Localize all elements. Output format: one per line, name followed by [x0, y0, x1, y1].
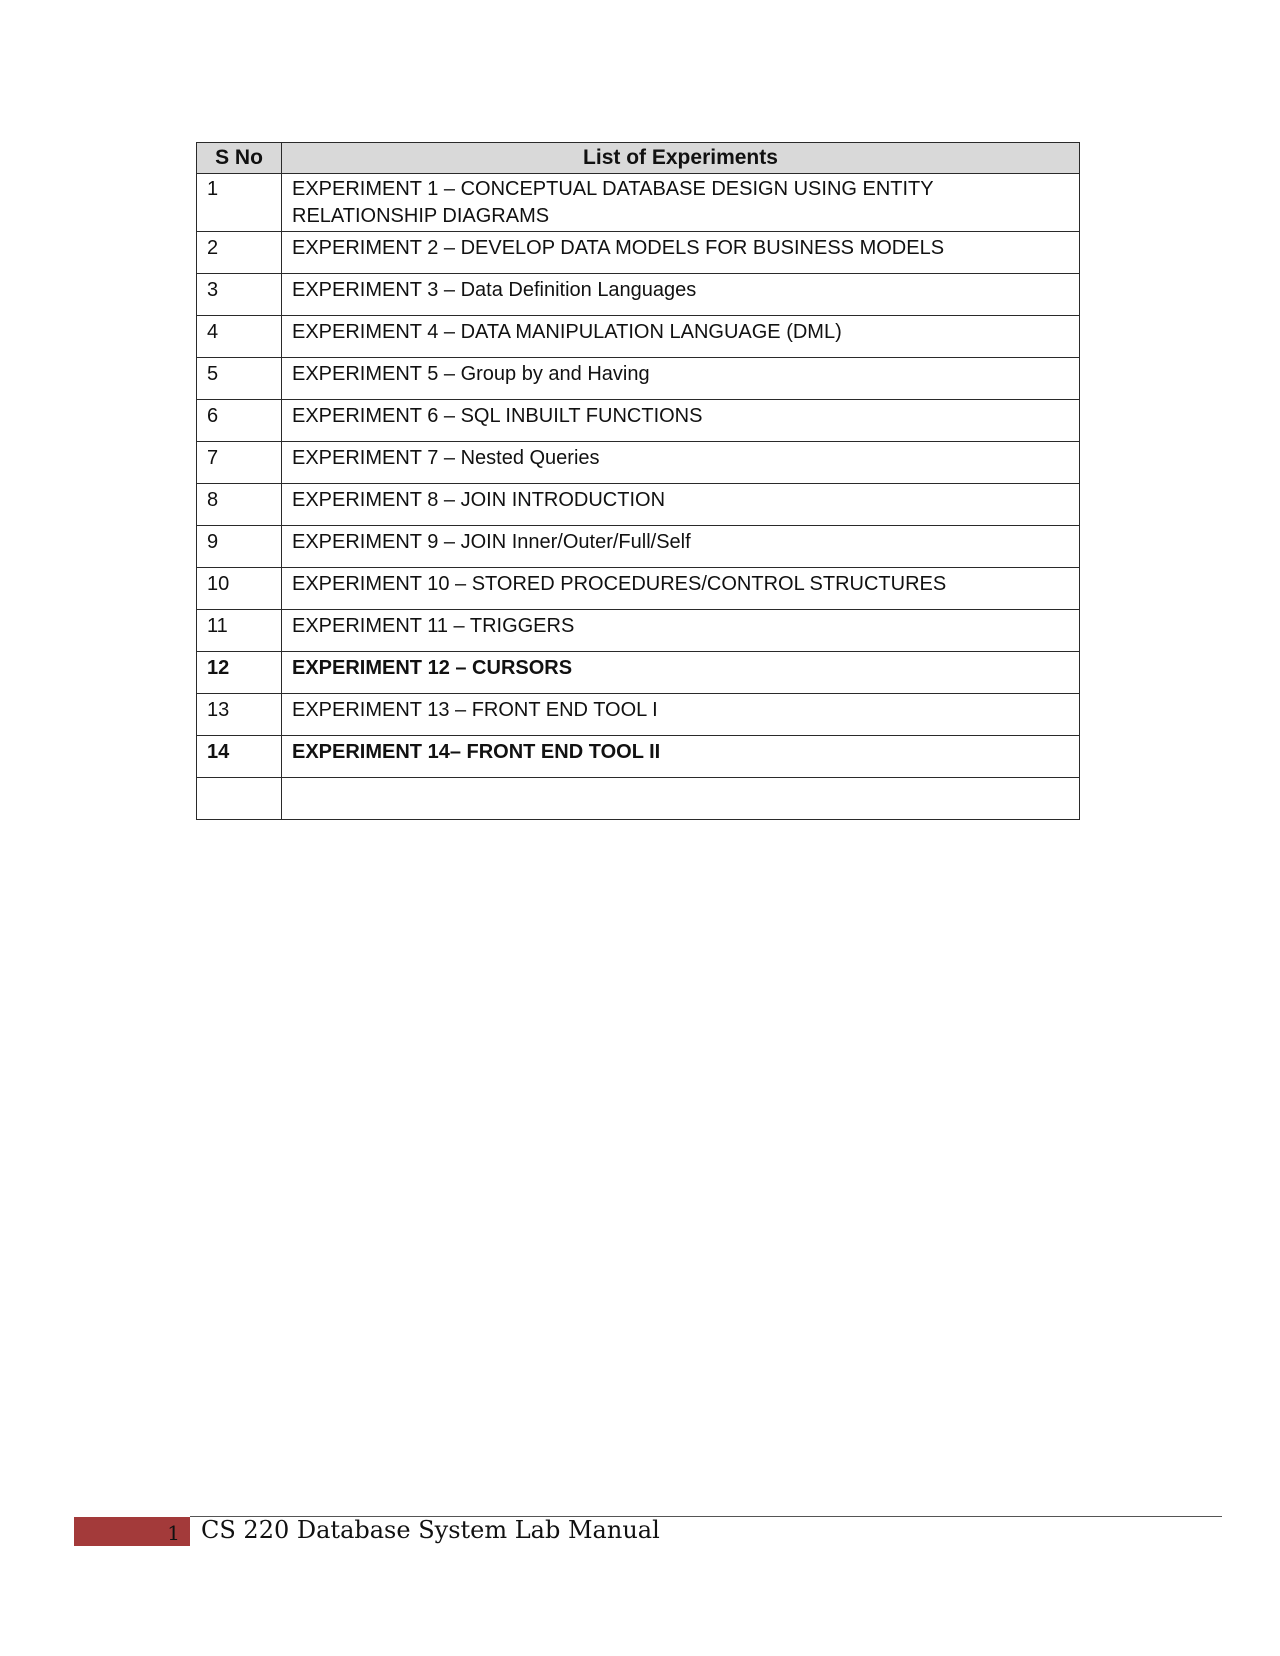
table-header: [197, 143, 1080, 174]
header-list-of-experiments: List of Experiments: [282, 143, 1080, 174]
row-sno: 14: [197, 736, 282, 778]
row-experiment-name: EXPERIMENT 2 – DEVELOP DATA MODELS FOR BUSINESS MODELS: [282, 232, 1080, 274]
header-sno: S No: [197, 143, 282, 174]
row-sno: 6: [197, 400, 282, 442]
row-sno: 4: [197, 316, 282, 358]
row-sno: 13: [197, 694, 282, 736]
row-experiment-name: EXPERIMENT 3 – Data Definition Languages: [282, 274, 1080, 316]
row-sno: 3: [197, 274, 282, 316]
table-row: [197, 400, 1080, 442]
row-sno: 5: [197, 358, 282, 400]
row-experiment-name: EXPERIMENT 9 – JOIN Inner/Outer/Full/Self: [282, 526, 1080, 568]
row-experiment-name: EXPERIMENT 4 – DATA MANIPULATION LANGUAGE (DML): [282, 316, 1080, 358]
table-row: [197, 778, 1080, 820]
table-row: [197, 610, 1080, 652]
footer-page-number: 1: [167, 1521, 180, 1545]
row-experiment-name: EXPERIMENT 11 – TRIGGERS: [282, 610, 1080, 652]
row-experiment-name: EXPERIMENT 5 – Group by and Having: [282, 358, 1080, 400]
row-experiment-name: EXPERIMENT 14– FRONT END TOOL II: [282, 736, 1080, 778]
row-experiment-name: [282, 778, 1080, 820]
row-sno: 9: [197, 526, 282, 568]
row-experiment-name: EXPERIMENT 1 – CONCEPTUAL DATABASE DESIGN USING ENTITY RELATIONSHIP DIAGRAMS: [282, 174, 1080, 232]
row-sno: 8: [197, 484, 282, 526]
table-row: [197, 442, 1080, 484]
row-sno: 1: [197, 174, 282, 232]
table-row: [197, 274, 1080, 316]
header-row: [197, 143, 1080, 174]
row-experiment-name: EXPERIMENT 12 – CURSORS: [282, 652, 1080, 694]
footer-title: CS 220 Database System Lab Manual: [201, 1516, 660, 1544]
row-sno: [197, 778, 282, 820]
table-row: [197, 652, 1080, 694]
row-sno: 11: [197, 610, 282, 652]
table-row: [197, 736, 1080, 778]
row-sno: 2: [197, 232, 282, 274]
table-row: [197, 316, 1080, 358]
row-experiment-name: EXPERIMENT 7 – Nested Queries: [282, 442, 1080, 484]
table-row: [197, 358, 1080, 400]
row-sno: 12: [197, 652, 282, 694]
table-row: [197, 484, 1080, 526]
table-row: [197, 174, 1080, 232]
row-experiment-name: EXPERIMENT 10 – STORED PROCEDURES/CONTROL STRUCTURES: [282, 568, 1080, 610]
row-experiment-name: EXPERIMENT 13 – FRONT END TOOL I: [282, 694, 1080, 736]
table-row: [197, 568, 1080, 610]
row-experiment-name: EXPERIMENT 6 – SQL INBUILT FUNCTIONS: [282, 400, 1080, 442]
table-body: [197, 174, 1080, 820]
table-row: [197, 694, 1080, 736]
experiments-table: [196, 142, 1080, 820]
row-sno: 10: [197, 568, 282, 610]
row-experiment-name: EXPERIMENT 8 – JOIN INTRODUCTION: [282, 484, 1080, 526]
row-sno: 7: [197, 442, 282, 484]
table-row: [197, 526, 1080, 568]
table-row: [197, 232, 1080, 274]
